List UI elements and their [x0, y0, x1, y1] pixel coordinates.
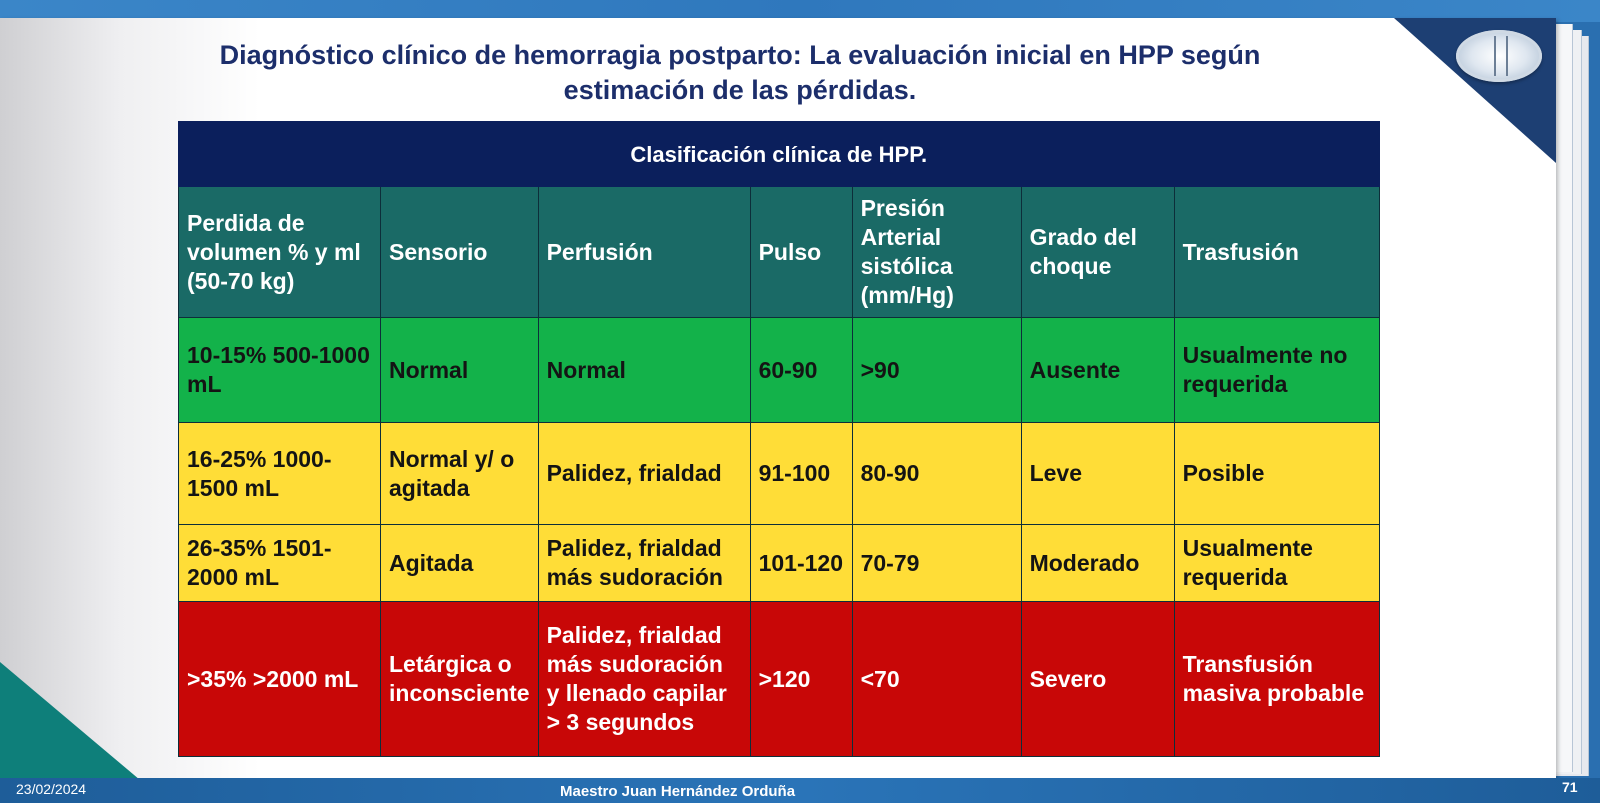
table-header-row — [179, 187, 1380, 318]
cell-sensorium: Normal y/ o agitada — [381, 423, 539, 525]
header-perfusion: Perfusión — [538, 187, 750, 318]
cell-pulse: 60-90 — [750, 318, 852, 423]
classification-table — [178, 121, 1380, 757]
logo-mark — [1494, 36, 1508, 76]
cell-pulse: >120 — [750, 602, 852, 757]
cell-perfusion: Palidez, frialdad más sudoración y llenado capilar > 3 segundos — [538, 602, 750, 757]
cell-shock-grade: Leve — [1021, 423, 1174, 525]
cell-pulse: 101-120 — [750, 525, 852, 602]
cell-systolic-pressure: >90 — [852, 318, 1021, 423]
slide — [0, 18, 1556, 780]
footer-date: 23/02/2024 — [16, 781, 87, 797]
header-systolic-pressure: Presión Arterial sistólica (mm/Hg) — [852, 187, 1021, 318]
page-number: 71 — [1562, 779, 1578, 795]
cell-volume-loss: 10-15% 500-1000 mL — [179, 318, 381, 423]
table-caption: Clasificación clínica de HPP. — [179, 122, 1380, 187]
cell-systolic-pressure: <70 — [852, 602, 1021, 757]
header-transfusion: Trasfusión — [1174, 187, 1379, 318]
cell-shock-grade: Severo — [1021, 602, 1174, 757]
table-row — [179, 525, 1380, 602]
cell-shock-grade: Moderado — [1021, 525, 1174, 602]
footer-author: Maestro Juan Hernández Orduña — [560, 783, 796, 800]
slide-title-line-2: estimación de las pérdidas. — [563, 75, 917, 105]
table-row — [179, 602, 1380, 757]
slide-title — [150, 38, 1330, 108]
cell-sensorium: Letárgica o inconsciente — [381, 602, 539, 757]
cell-transfusion: Transfusión masiva probable — [1174, 602, 1379, 757]
table-row — [179, 318, 1380, 423]
header-pulse: Pulso — [750, 187, 852, 318]
cell-transfusion: Posible — [1174, 423, 1379, 525]
classification-table-wrap — [178, 121, 1380, 757]
cell-sensorium: Agitada — [381, 525, 539, 602]
cell-transfusion: Usualmente no requerida — [1174, 318, 1379, 423]
cell-systolic-pressure: 80-90 — [852, 423, 1021, 525]
header-sensorium: Sensorio — [381, 187, 539, 318]
header-shock-grade: Grado del choque — [1021, 187, 1174, 318]
cell-volume-loss: >35% >2000 mL — [179, 602, 381, 757]
cell-perfusion: Normal — [538, 318, 750, 423]
cell-volume-loss: 26-35% 1501-2000 mL — [179, 525, 381, 602]
cell-perfusion: Palidez, frialdad — [538, 423, 750, 525]
cell-perfusion: Palidez, frialdad más sudoración — [538, 525, 750, 602]
cell-systolic-pressure: 70-79 — [852, 525, 1021, 602]
footer-band — [0, 778, 1600, 803]
caduceus-logo-icon — [1456, 30, 1542, 82]
header-volume-loss: Perdida de volumen % y ml (50-70 kg) — [179, 187, 381, 318]
table-row — [179, 423, 1380, 525]
cell-volume-loss: 16-25% 1000-1500 mL — [179, 423, 381, 525]
cell-sensorium: Normal — [381, 318, 539, 423]
cell-shock-grade: Ausente — [1021, 318, 1174, 423]
slide-title-line-1: Diagnóstico clínico de hemorragia postparto: La evaluación inicial en HPP según — [219, 40, 1261, 70]
cell-transfusion: Usualmente requerida — [1174, 525, 1379, 602]
corner-decoration-bottom-left — [0, 662, 140, 780]
cell-pulse: 91-100 — [750, 423, 852, 525]
